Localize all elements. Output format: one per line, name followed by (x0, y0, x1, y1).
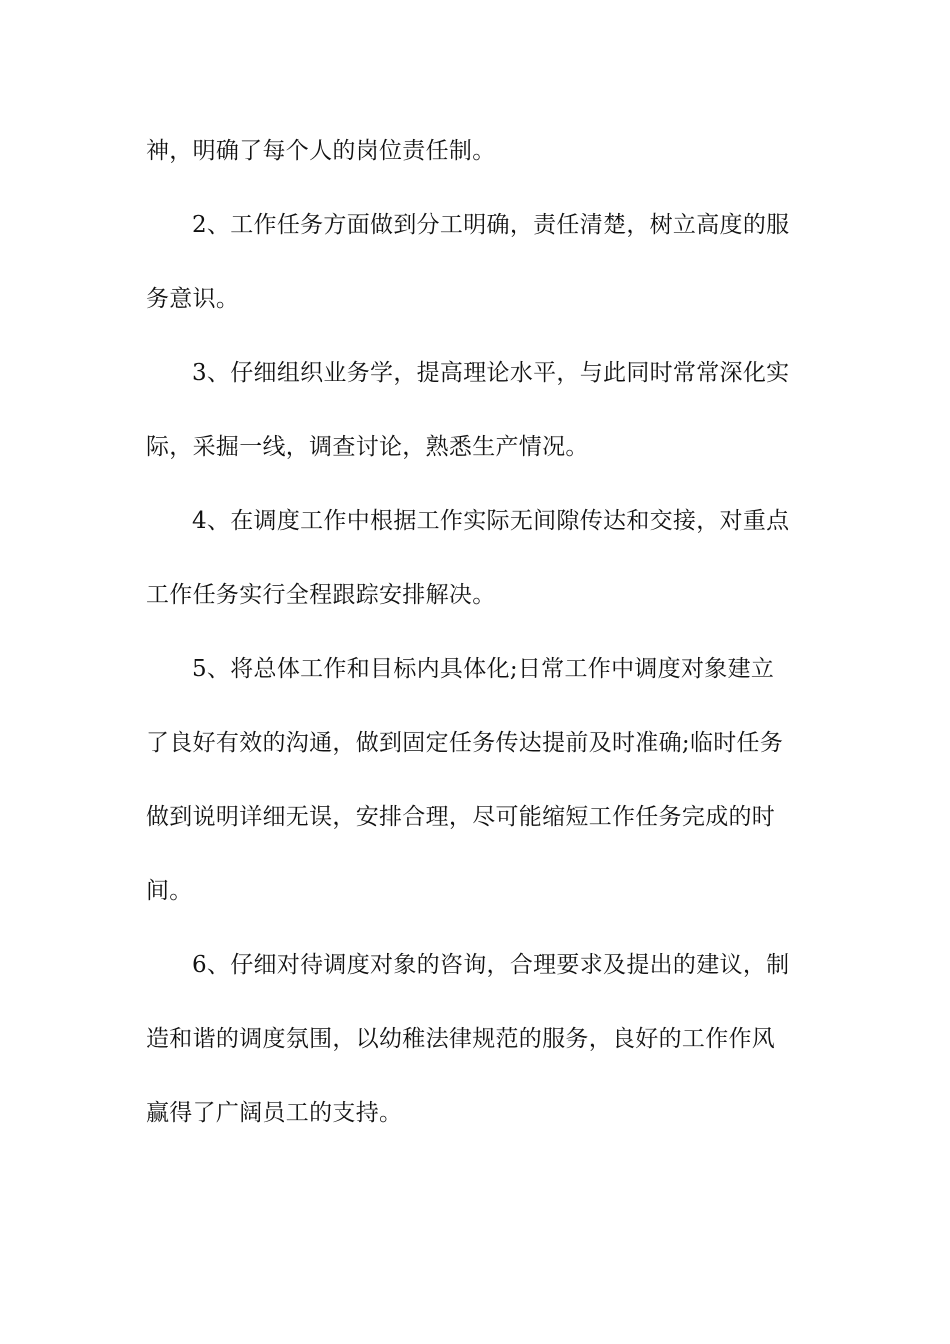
text-line: 神，明确了每个人的岗位责任制。 (146, 138, 496, 164)
text-line: 了良好有效的沟通，做到固定任务传达提前及时准确;临时任务 (146, 730, 784, 756)
text-line: 做到说明详细无误，安排合理，尽可能缩短工作任务完成的时 (146, 804, 776, 830)
paragraph-item-2-start: 2、工作任务方面做到分工明确，责任清楚，树立高度的服 (192, 212, 790, 238)
text-line: 务意识。 (146, 286, 240, 312)
paragraph-item-3-start: 3、仔细组织业务学，提高理论水平，与此同时常常深化实 (192, 360, 790, 386)
text-line: 造和谐的调度氛围，以幼稚法律规范的服务，良好的工作作风 (146, 1026, 776, 1052)
document-body (146, 124, 806, 1160)
text-line: 赢得了广阔员工的支持。 (146, 1100, 403, 1126)
text-line: 际，采掘一线，调查讨论，熟悉生产情况。 (146, 434, 589, 460)
paragraph-item-4-start: 4、在调度工作中根据工作实际无间隙传达和交接，对重点 (192, 508, 790, 534)
text-line: 工作任务实行全程跟踪安排解决。 (146, 582, 496, 608)
paragraph-item-5-start: 5、将总体工作和目标内具体化;日常工作中调度对象建立 (192, 656, 775, 682)
paragraph-item-6-start: 6、仔细对待调度对象的咨询，合理要求及提出的建议，制 (192, 952, 790, 978)
text-line: 间。 (146, 878, 193, 904)
